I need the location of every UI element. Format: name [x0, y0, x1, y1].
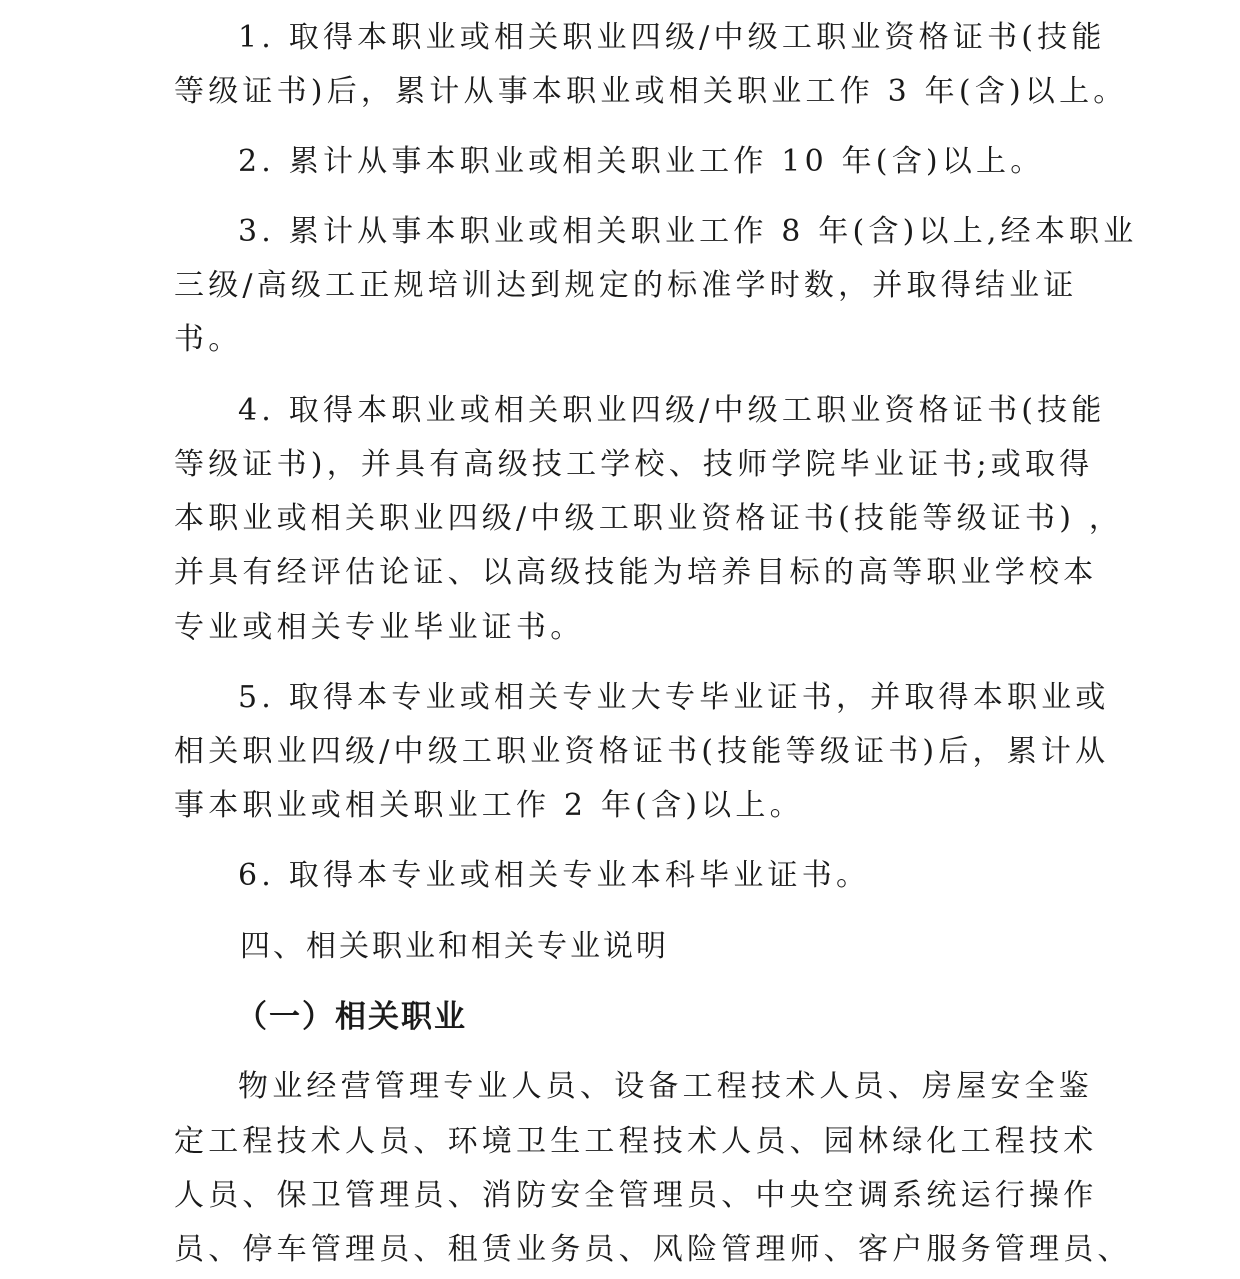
item-4-line-5: 专业或相关专业毕业证书。 [174, 610, 585, 645]
occupations-line-2: 定工程技术人员、环境卫生工程技术人员、园林绿化工程技术 [174, 1124, 1098, 1159]
occupations-line-1: 物业经营管理专业人员、设备工程技术人员、房屋安全鉴 [238, 1069, 1093, 1104]
occupations-line-3: 人员、保卫管理员、消防安全管理员、中央空调系统运行操作 [174, 1178, 1098, 1213]
item-6-line-1: 6. 取得本专业或相关专业本科毕业证书。 [238, 858, 871, 893]
item-4-line-2: 等级证书)，并具有高级技工学校、技师学院毕业证书;或取得 [174, 447, 1094, 482]
item-3-line-2: 三级/高级工正规培训达到规定的标准学时数，并取得结业证 [174, 268, 1078, 303]
subsection-heading: （一）相关职业 [236, 999, 467, 1035]
item-3-line-3: 书。 [174, 322, 243, 357]
item-4-line-3: 本职业或相关职业四级/中级工职业资格证书(技能等级证书) ， [174, 501, 1124, 536]
item-4-line-1: 4. 取得本职业或相关职业四级/中级工职业资格证书(技能 [238, 393, 1106, 428]
item-2-line-1: 2. 累计从事本职业或相关职业工作 10 年(含)以上。 [238, 144, 1045, 179]
item-1-line-1: 1. 取得本职业或相关职业四级/中级工职业资格证书(技能 [238, 20, 1106, 55]
item-5-line-2: 相关职业四级/中级工职业资格证书(技能等级证书)后，累计从 [174, 734, 1110, 769]
occupations-line-4: 员、停车管理员、租赁业务员、风险管理师、客户服务管理员、 [174, 1232, 1132, 1267]
item-5-line-1: 5. 取得本专业或相关专业大专毕业证书，并取得本职业或 [238, 680, 1110, 715]
section-heading: 四、相关职业和相关专业说明 [240, 929, 669, 964]
item-3-line-1: 3. 累计从事本职业或相关职业工作 8 年(含)以上,经本职业 [238, 214, 1138, 249]
item-5-line-3: 事本职业或相关职业工作 2 年(含)以上。 [174, 788, 804, 823]
item-1-line-2: 等级证书)后，累计从事本职业或相关职业工作 3 年(含)以上。 [174, 74, 1128, 109]
item-4-line-4: 并具有经评估论证、以高级技能为培养目标的高等职业学校本 [174, 555, 1098, 590]
